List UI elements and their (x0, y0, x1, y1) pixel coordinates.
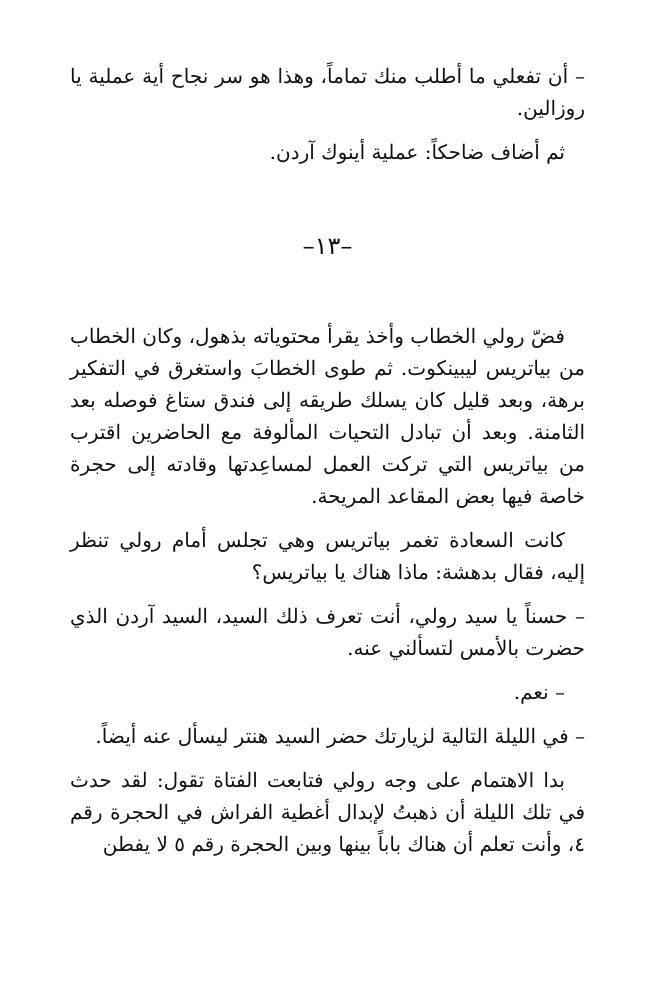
book-page (70, 60, 585, 872)
dialogue-paragraph: – أن تفعلي ما أطلب منك تماماً، وهذا هو سر نجاح أية عملية يا روزالين. (70, 64, 585, 120)
chapter-number: –١٣– (302, 232, 353, 260)
narration-paragraph: ثم أضاف ضاحكاً: عملية أينوك آردن. (269, 140, 565, 164)
narration-paragraph: فضّ رولي الخطاب وأخذ يقرأ محتوياته بذهول، وكان الخطاب من بياتريس ليبينكوت. ثم طوى الخطابَ واستغرق في التفكير برهة، وبعد قليل كان يسلك طريقه إلى فندق ستاغ فوصله بعد الثامنة. وبعد أن تبادل التحيات المألوفة مع الحاضرين اقترب من بياتريس التي تركت العمل لمساعِدتها وقادته إلى حجرة خاصة فيها بعض المقاعد المريحة. (70, 324, 585, 508)
dialogue-paragraph: – حسناً يا سيد رولي، أنت تعرف ذلك السيد، السيد آردن الذي حضرت بالأمس لتسألني عنه. (70, 604, 585, 660)
dialogue-paragraph: – في الليلة التالية لزيارتك حضر السيد هنتر ليسأل عنه أيضاً. (95, 724, 585, 748)
narration-paragraph: كانت السعادة تغمر بياتريس وهي تجلس أمام رولي تنظر إليه، فقال بدهشة: ماذا هناك يا بياتريس؟ (70, 528, 585, 584)
dialogue-paragraph: – نعم. (513, 680, 565, 704)
narration-paragraph: بدا الاهتمام على وجه رولي فتابعت الفتاة تقول: لقد حدث في تلك الليلة أن ذهبتُ لإبدال أغطية الفراش في الحجرة رقم ٤، وأنت تعلم أن هناك باباً بينها وبين الحجرة رقم ٥ لا يفطن (70, 768, 585, 856)
